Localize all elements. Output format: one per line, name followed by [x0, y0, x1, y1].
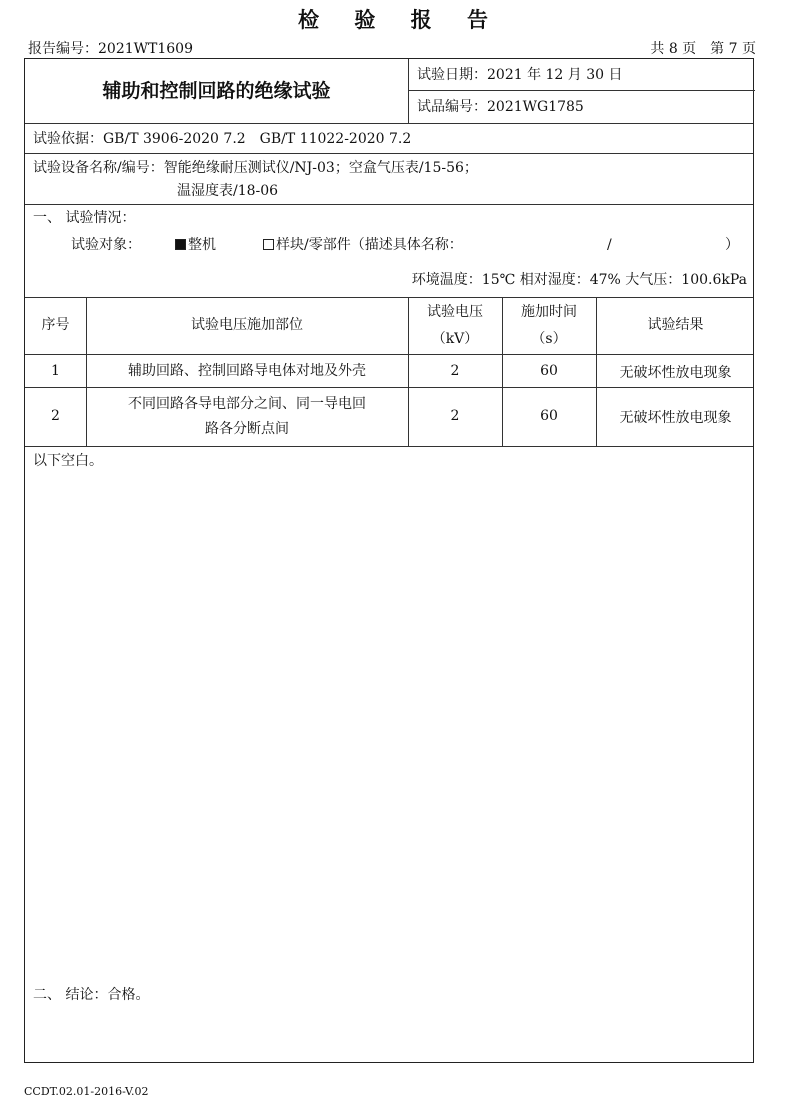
divider [25, 446, 753, 447]
test-date: 试验日期：2021 年 12 月 30 日 [417, 67, 623, 83]
report-frame [24, 58, 754, 1063]
test-equipment: 试验设备名称/编号：智能绝缘耐压测试仪/NJ-03；空盒气压表/15-56； [33, 160, 478, 176]
row-2-location-continued: 路各分断点间 [205, 421, 289, 437]
divider [25, 123, 753, 124]
option-sample-part [263, 235, 463, 255]
page-indicator: 共 8 页 第 7 页 [650, 41, 756, 57]
environment-conditions: 环境温度：15℃ 相对湿度：47% 大气压：100.6kPa [411, 272, 747, 288]
divider [25, 354, 753, 355]
blank-note: 以下空白。 [33, 453, 103, 469]
option-sample-label: 样块/零部件（描述具体名称： [276, 237, 463, 253]
row-1-time: 60 [540, 363, 558, 379]
option-sample-slash: / [607, 237, 612, 253]
test-name: 辅助和控制回路的绝缘试验 [102, 80, 331, 102]
row-1-voltage: 2 [450, 363, 460, 379]
document-title: 检 验 报 告 [298, 7, 502, 32]
option-whole-label: 整机 [188, 237, 216, 253]
section-heading: 一、 试验情况： [33, 210, 136, 226]
header-location: 试验电压施加部位 [191, 317, 303, 333]
checked-box-icon [175, 239, 186, 250]
form-code: CCDT.02.01-2016-V.02 [24, 1085, 149, 1098]
test-equipment-continued: 温湿度表/18-06 [177, 183, 279, 199]
conclusion: 二、 结论：合格。 [33, 987, 150, 1003]
header-voltage: 试验电压 [427, 304, 483, 320]
divider [25, 297, 753, 298]
header-time-unit: （s） [531, 331, 567, 347]
row-2-location: 不同回路各导电部分之间、同一导电回 [128, 396, 366, 412]
divider [408, 59, 409, 123]
header-number: 序号 [41, 317, 70, 333]
unchecked-box-icon [263, 239, 274, 250]
divider [25, 204, 753, 205]
sample-number: 试品编号：2021WG1785 [417, 99, 584, 115]
row-2-number: 2 [51, 408, 60, 424]
divider [408, 90, 755, 91]
header-result: 试验结果 [647, 317, 704, 333]
divider [25, 153, 753, 154]
test-basis: 试验依据：GB/T 3906-2020 7.2 GB/T 11022-2020 7.2 [33, 131, 412, 147]
report-number: 报告编号：2021WT1609 [28, 41, 193, 57]
option-sample-close: ） [725, 237, 739, 253]
header-voltage-unit: （kV） [431, 331, 479, 347]
option-whole-unit [175, 235, 216, 255]
row-1-location: 辅助回路、控制回路导电体对地及外壳 [128, 363, 366, 379]
row-1-number: 1 [51, 363, 60, 379]
row-2-result: 无破坏性放电现象 [619, 410, 732, 426]
row-1-result: 无破坏性放电现象 [619, 365, 732, 381]
test-object-label: 试验对象： [71, 237, 141, 253]
row-2-time: 60 [540, 408, 558, 424]
row-2-voltage: 2 [450, 408, 460, 424]
header-time: 施加时间 [521, 304, 577, 320]
divider [25, 387, 753, 388]
